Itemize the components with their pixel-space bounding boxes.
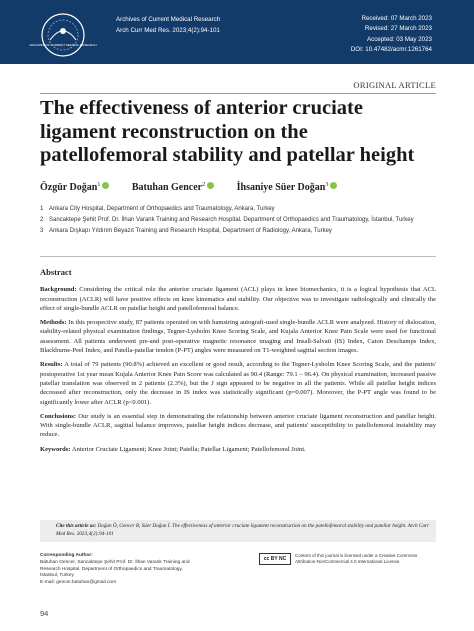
author-sup: 1 — [97, 182, 101, 188]
journal-header — [0, 0, 474, 64]
article-type: ORIGINAL ARTICLE — [353, 80, 436, 90]
abstract-methods: Methods: In this prospective study, 87 patients operated on with hamstring autograft-used single-bundle ACLR were analyzed. History of dislocation, stability-related physical examination findings, Tegner-Lysholm Knee Scoring Scale, and Kujala Anterior Knee Pain Scale were used for functional assessment. All patients underwent pre-and post-operative magnetic resonance imaging and Insall-Salvati (IS) Index, Caton Deschamps Index, Blackburne-Peel Index, and Patella-patellar tendon (P-PT) angles were measured on T1-weighted sagittal section images. — [40, 319, 436, 355]
author-list — [40, 182, 357, 193]
logo-text: ARCHIVES OF CURRENT MEDICAL RESEARCH — [29, 43, 97, 47]
journal-ref: Arch Curr Med Res. 2023;4(2):94-101 — [116, 27, 220, 34]
accepted-date: Accepted: 03 May 2023 — [366, 35, 432, 43]
affiliation: 1 Ankara City Hospital, Department of Orthopaedics and Traumatology, Ankara, Turkey — [40, 206, 275, 212]
page-number: 94 — [40, 609, 49, 618]
citation-label: Cite this article as: — [56, 523, 97, 529]
abstract-results: Results: A total of 79 patients (90.8%) achieved an excellent or good result, according to the Tegner-Lysholm Knee Scoring Scale, and the patients' postoperative 1st year mean Kujala Anterior Knee Pain Score was calculated as 90.4 (Range: 79.1 – 96.4). On physical examination, increased passive patellar translation was observed in 2 patients (2.3%), but the J sign appeared to be negative in all the patients. While all patellar height indices decreased after reconstruction, only the decrease in IS index was statistically significant (p=0.007). Moreover, the P-PT angle was found to be significantly lower after ACLR (p<0.001). — [40, 361, 437, 406]
corresponding-author: Corresponding Author: Batuhan Gencer, Sancaktepe Şehit Prof. Dr. İlhan Varank Training and Research Hospital, Department of Orthopaedics and Traumatology, İstanbul, Turkey E-mail: gencer.batuhan@gmail.com — [40, 553, 190, 586]
doi[interactable]: DOI: 10.47482/acmr.1261764 — [350, 46, 432, 54]
license-text: Content of this journal is licensed under a Creative Commons Attribution-NonCommercial 4.0 International License. — [295, 553, 418, 564]
cc-license-icon[interactable]: cc BY NC — [259, 553, 291, 565]
divider — [40, 256, 436, 257]
orcid-icon[interactable] — [330, 182, 337, 189]
corresponding-email[interactable]: E-mail: gencer.batuhan@gmail.com — [40, 580, 117, 586]
divider — [40, 93, 436, 94]
abstract — [40, 268, 436, 459]
abstract-background: Background: Considering the critical role the anterior cruciate ligament (ACL) plays in knee biomechanics, it is a logical hypothesis that ACL reconstruction (ACLR) will have positive effects on knee kinematics and stability. Our objective was to investigate radiologically and clinically the effect of single-bundle ACLR on patellar height and patellofemoral balance. — [40, 286, 436, 312]
revised-date: Revised: 27 March 2023 — [364, 25, 432, 33]
orcid-icon[interactable] — [207, 182, 214, 189]
author — [132, 182, 214, 193]
license-block — [259, 553, 439, 573]
citation-text: Doğan Ö, Gencer B, Süer Doğan İ. The effectiveness of anterior cruciate ligament reconstruction on the patellofemoral stability and patellar height. Arch Curr Med Res. 2023;4(2):94-101 — [56, 523, 429, 537]
author-sup: 3 — [325, 182, 329, 188]
author — [40, 182, 109, 193]
author-name: İhsaniye Süer Doğan — [236, 182, 326, 193]
affiliation: 3 Ankara Dışkapı Yıldırım Beyazıt Training and Research Hospital, Department of Radiology, Ankara, Turkey — [40, 228, 332, 234]
abstract-conclusions: Conclusions: Our study is an essential step in demonstrating the relationship between anterior cruciate ligament reconstruction and patellar height. With single-bundle ACLR, sagittal balance improves, patellar height indices decrease, and patients' susceptibility to patellofemoral instability may reduce. — [40, 412, 436, 439]
affiliations — [40, 204, 414, 237]
corresponding-label: Corresponding Author: — [40, 553, 93, 558]
citation-box — [40, 520, 436, 542]
affiliation: 2 Sancaktepe Şehit Prof. Dr. İlhan Varank Training and Research Hospital, Department of Orthopaedics and Traumatology, İstanbul, Turkey — [40, 217, 414, 223]
journal-name: Archives of Current Medical Research — [116, 16, 221, 23]
article-title: The effectiveness of anterior cruciate ligament reconstruction on the patellofemoral stability and patellar height — [40, 97, 415, 166]
author-sup: 2 — [202, 182, 206, 188]
author-name: Batuhan Gencer — [131, 182, 203, 193]
author — [237, 182, 338, 193]
abstract-heading: Abstract — [40, 267, 72, 277]
abstract-keywords: Keywords: Anterior Cruciate Ligament; Knee Joint; Patella; Patellar Ligament; Patellofemoral Joint. — [40, 445, 306, 453]
received-date: Received: 07 March 2023 — [361, 15, 432, 22]
orcid-icon[interactable] — [102, 182, 109, 189]
author-name: Özgür Doğan — [40, 182, 98, 193]
journal-logo-icon — [29, 12, 97, 58]
